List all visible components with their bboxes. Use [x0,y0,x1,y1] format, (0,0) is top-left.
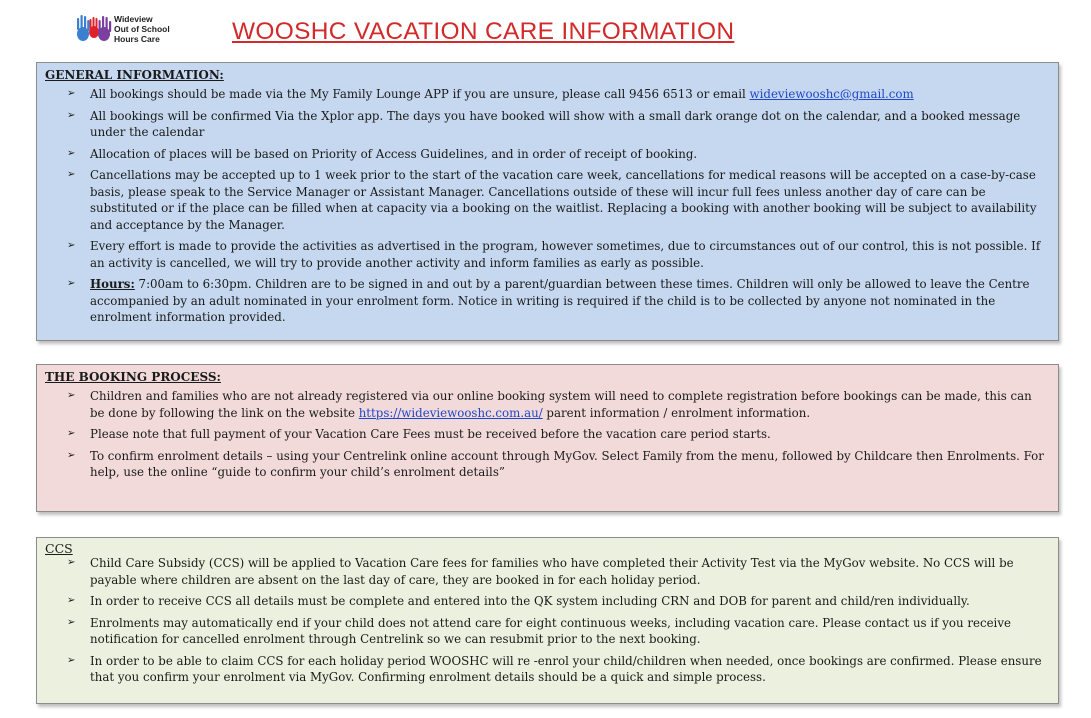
item-text: Enrolments may automatically end if your child does not attend care for eight continuous weeks, including vacation care. Please contact us if you receive notification for cancelled enrolment through Centrelink so we can resubmit prior to the next booking. [90,615,1011,646]
list-item [45,653,1050,686]
item-text: In order to be able to claim CCS for each holiday period WOOSHC will re -enrol your child/children when needed, once bookings are confirmed. Please ensure that you confirm your enrolment via MyGov. Confirming enrolment details should be a quick and simple process. [90,653,1042,684]
arrow-bullet-icon: ➢ [67,428,76,439]
list-item [45,426,1050,443]
website-link[interactable]: https://wideviewooshc.com.au/ [358,405,543,420]
item-text: Allocation of places will be based on Priority of Access Guidelines, and in order of receipt of booking. [90,146,698,161]
list-item [45,238,1050,271]
item-text: All bookings should be made via the My Family Lounge APP if you are unsure, please call 9456 6513 or email [90,87,750,101]
list-item [45,167,1050,233]
page-title: WOOSHC VACATION CARE INFORMATION [232,18,735,45]
arrow-bullet-icon: ➢ [67,109,76,121]
logo-line-2: Out of School [114,24,170,34]
item-text: All bookings will be confirmed Via the Xplor app. The days you have booked will show with a small dark orange dot on the calendar, and a booked message under the calendar [90,108,1021,139]
logo-line-1: Wideview [114,14,153,24]
hours-label: Hours: [90,277,135,291]
wideview-logo [74,12,214,50]
item-text: Children and families who are not already registered via our online booking system will need to complete registration before bookings can be made, this can be done by following the link on the website [90,389,1032,420]
booking-process-section [36,364,1059,512]
arrow-bullet-icon: ➢ [67,595,76,606]
item-text: Child Care Subsidy (CCS) will be applied to Vacation Care fees for families who have completed their Activity Test via the MyGov website. No CCS will be payable where children are absent on the last day of care, they are booked in for each holiday period. [90,556,1014,587]
item-text: parent information / enrolment information. [542,405,811,420]
list-item [45,448,1050,481]
arrow-bullet-icon: ➢ [67,449,76,461]
arrow-bullet-icon: ➢ [67,654,76,666]
general-information-heading: GENERAL INFORMATION: [45,68,224,82]
item-text: 7:00am to 6:30pm. Children are to be signed in and out by a parent/guardian between these times. Children will only be allowed to leave the Centre accompanied by an adult nominated in your enrolment form. Notice in writing is required if the child is to be collected by anyone not nominated in the enrolment information provided. [90,277,1030,324]
list-item [45,388,1050,421]
logo-text [114,14,170,44]
arrow-bullet-icon: ➢ [67,88,76,99]
list-item [45,108,1050,141]
arrow-bullet-icon: ➢ [67,278,76,289]
item-text: To confirm enrolment details – using your Centrelink online account through MyGov. Select Family from the menu, followed by Childcare then Enrolments. For help, use the online “guide to confirm your child’s enrolment details” [90,448,1044,479]
booking-process-list [45,388,1050,481]
item-text: Please note that full payment of your Vacation Care Fees must be received before the vacation care period starts. [90,427,771,441]
arrow-bullet-icon: ➢ [67,147,76,159]
logo-line-3: Hours Care [114,34,160,44]
list-item [45,593,1050,610]
booking-process-heading: THE BOOKING PROCESS: [45,370,221,384]
list-item [45,86,1050,103]
ccs-heading: CCS [45,541,73,556]
ccs-list [45,555,1050,686]
list-item [45,615,1050,648]
item-text: In order to receive CCS all details must be complete and entered into the QK system including CRN and DOB for parent and child/ren individually. [90,594,970,608]
general-information-list [45,86,1050,326]
item-text: Cancellations may be accepted up to 1 week prior to the start of the vacation care week, cancellations for medical reasons will be accepted on a case-by-case basis, please speak to the Service Manager or Assistant Manager. Cancellations outside of these will incur full fees unless another day of care can be substituted or if the place can be filled when at capacity via a booking on the waitlist. Replacing a booking with another booking will be subject to availability and acceptance by the Manager. [90,168,1037,232]
arrow-bullet-icon: ➢ [67,616,76,628]
list-item [45,146,1050,163]
hands-logo-icon [74,12,114,46]
item-text: Every effort is made to provide the activities as advertised in the program, however sometimes, due to circumstances out of our control, this is not possible. If an activity is cancelled, we will try to provide another activity and inform families as early as possible. [90,239,1041,270]
arrow-bullet-icon: ➢ [67,557,76,568]
ccs-section [36,537,1059,704]
arrow-bullet-icon: ➢ [67,390,76,401]
general-information-section [36,62,1059,341]
list-item [45,276,1050,326]
list-item [45,555,1050,588]
email-link[interactable]: wideviewooshc@gmail.com [749,87,914,101]
arrow-bullet-icon: ➢ [67,169,76,180]
arrow-bullet-icon: ➢ [67,240,76,251]
